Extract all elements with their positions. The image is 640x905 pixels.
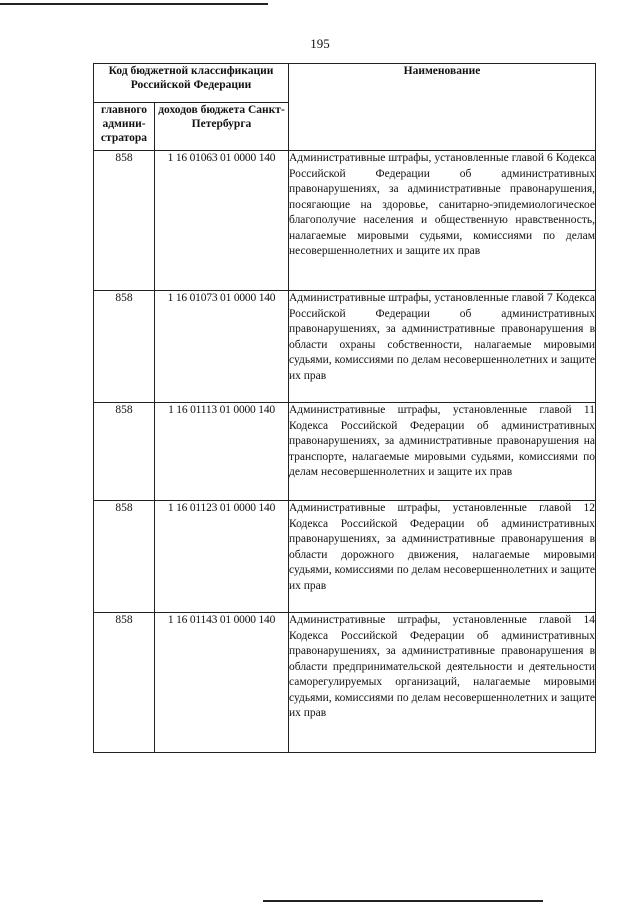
- table-row: [94, 151, 596, 291]
- income-code-cell: 1 16 01143 01 0000 140: [155, 613, 289, 753]
- income-code-cell: 1 16 01123 01 0000 140: [155, 501, 289, 613]
- table-row: [94, 501, 596, 613]
- name-column-header: Наименование: [289, 64, 596, 151]
- description-cell: Административные штрафы, установленные главой 11 Кодекса Российской Федерации об административных правонарушениях, за административные правонарушения на транспорте, налагаемые мировыми судьями, комиссиями по делам несовершеннолетних и защите их прав: [289, 403, 596, 501]
- classification-code-header: Код бюджетной классификации Российской Федерации: [94, 64, 289, 103]
- table-row: [94, 403, 596, 501]
- description-cell: Административные штрафы, установленные главой 14 Кодекса Российской Федерации об административных правонарушениях, за административные правонарушения в области предпринимательской деятельности и деятельности саморегулируемых организаций, налагаемые мировыми судьями, комиссиями по делам несовершеннолетних и защите их прав: [289, 613, 596, 753]
- income-code-column-header: доходов бюджета Санкт-Петербурга: [155, 103, 289, 151]
- description-cell: Административные штрафы, установленные главой 6 Кодекса Российской Федерации об административных правонарушениях, за административные правонарушения, посягающие на здоровье, санитарно-эпидемиологическое благополучие населения и общественную нравственность, налагаемые мировыми судьями, комиссиями по делам несовершеннолетних и защите их прав: [289, 151, 596, 291]
- page-number: 195: [310, 36, 330, 51]
- description-cell: Административные штрафы, установленные главой 7 Кодекса Российской Федерации об административных правонарушениях, за административные правонарушения в области охраны собственности, налагаемые мировыми судьями, комиссиями по делам несовершеннолетних и защите их прав: [289, 291, 596, 403]
- bottom-rule: [263, 900, 543, 902]
- income-code-cell: 1 16 01073 01 0000 140: [155, 291, 289, 403]
- admin-column-header: главного админи-стратора: [94, 103, 155, 151]
- admin-code-cell: 858: [94, 613, 155, 753]
- admin-code-cell: 858: [94, 291, 155, 403]
- top-rule: [0, 3, 268, 5]
- income-code-cell: 1 16 01113 01 0000 140: [155, 403, 289, 501]
- admin-code-cell: 858: [94, 403, 155, 501]
- table-row: [94, 613, 596, 753]
- table-row: [94, 291, 596, 403]
- description-cell: Административные штрафы, установленные главой 12 Кодекса Российской Федерации об административных правонарушениях, за административные правонарушения в области дорожного движения, налагаемые мировыми судьями, комиссиями по делам несовершеннолетних и защите их прав: [289, 501, 596, 613]
- budget-classification-table: [93, 63, 596, 753]
- income-code-cell: 1 16 01063 01 0000 140: [155, 151, 289, 291]
- table-body: [94, 151, 596, 753]
- admin-code-cell: 858: [94, 501, 155, 613]
- table-header-row: [94, 64, 596, 103]
- admin-code-cell: 858: [94, 151, 155, 291]
